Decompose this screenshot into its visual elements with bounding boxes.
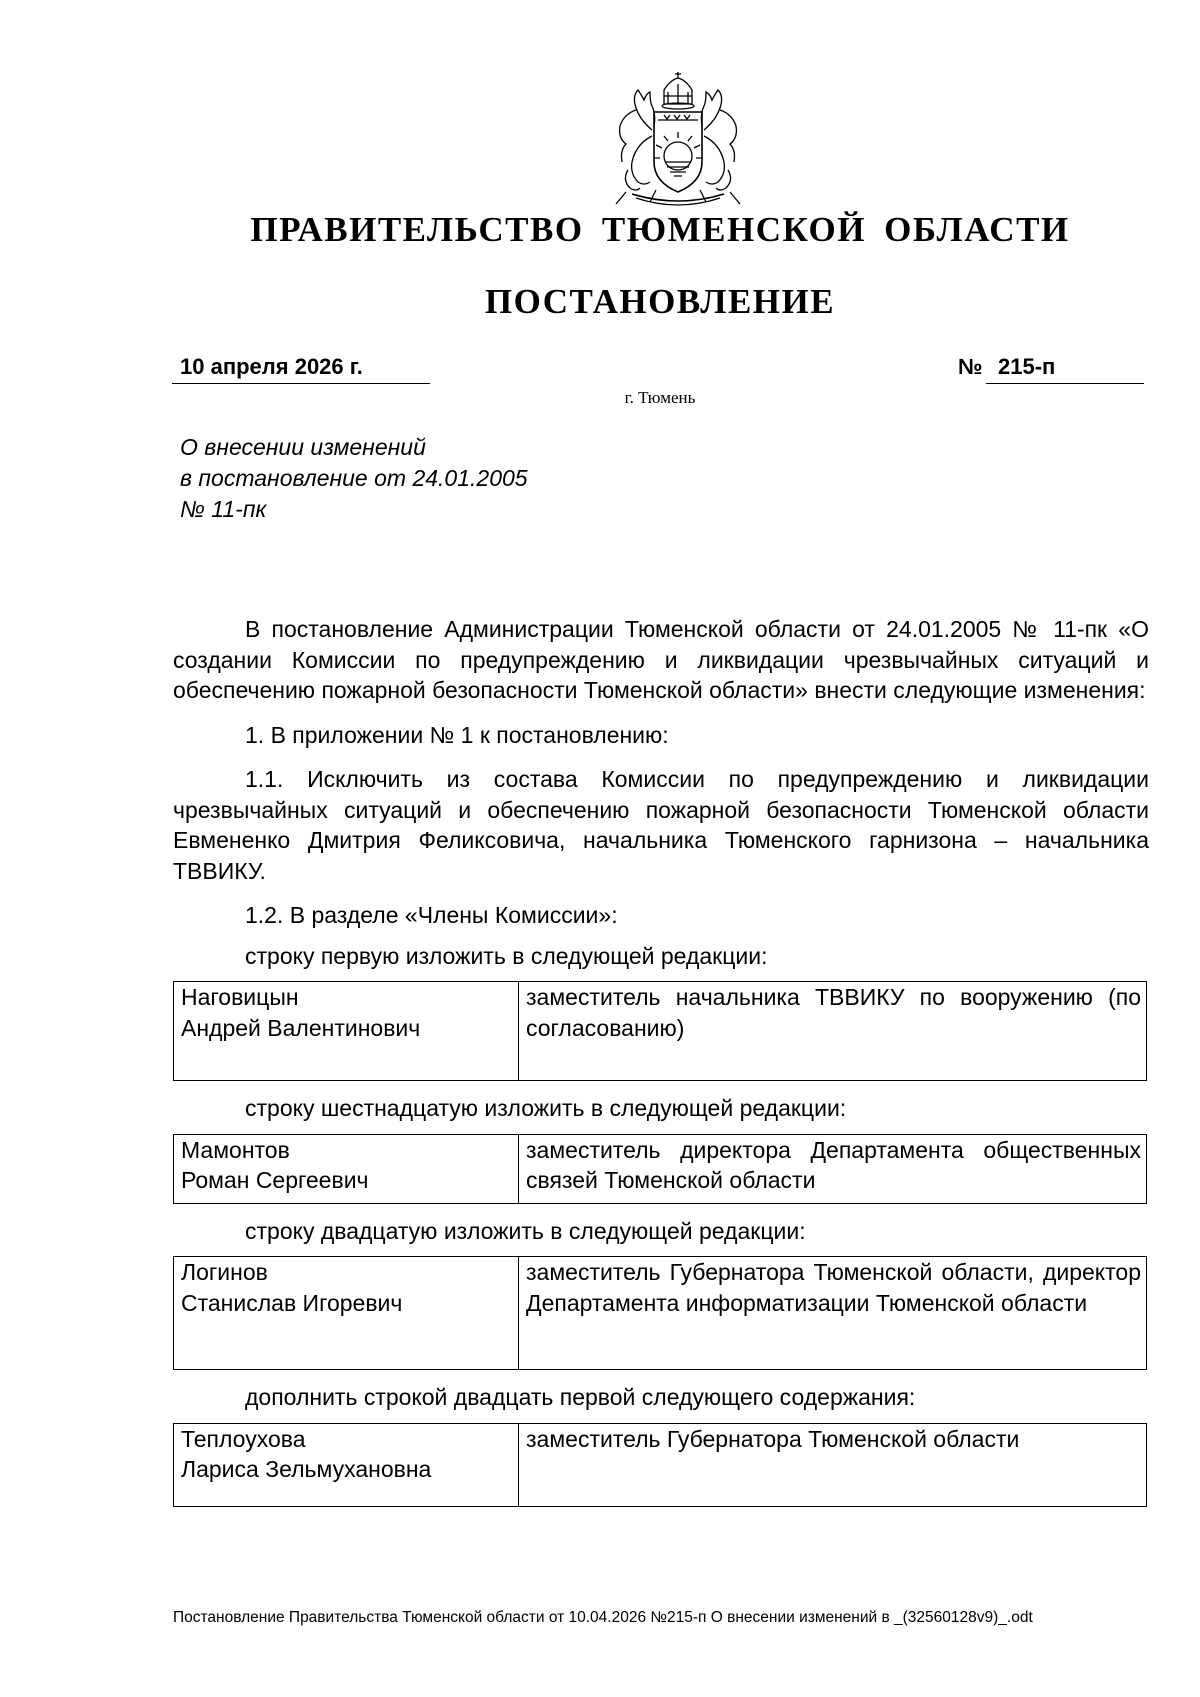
member-position: заместитель Губернатора Тюменской области — [519, 1423, 1147, 1506]
instruction-first-line: строку первую изложить в следующей редакции: — [245, 942, 768, 969]
member-surname: Наговицын — [181, 984, 299, 1010]
instruction-sixteenth-line: строку шестнадцатую изложить в следующей редакции: — [245, 1095, 847, 1121]
document-date: 10 апреля 2026 г. — [172, 354, 430, 384]
member-given-names: Станислав Игоревич — [181, 1289, 403, 1316]
member-surname: Мамонтов — [181, 1136, 290, 1163]
item-1-2: 1.2. В разделе «Члены Комиссии»: — [245, 902, 618, 928]
document-subject — [180, 432, 740, 525]
member-surname: Теплоухова — [181, 1425, 306, 1452]
members-table-row-1 — [173, 981, 1147, 1081]
table-row — [174, 1423, 1147, 1506]
members-table-row-20 — [173, 1256, 1147, 1370]
coat-of-arms-emblem — [606, 70, 750, 210]
member-position: заместитель начальника ТВВИКУ по вооружению (по согласованию) — [519, 982, 1147, 1081]
number-sign: № — [958, 354, 983, 379]
subject-line: № 11-пк — [180, 496, 267, 522]
member-position: заместитель директора Департамента общественных связей Тюменской области — [519, 1134, 1147, 1203]
intro-paragraph: В постановление Администрации Тюменской области от 24.01.2005 № 11-пк «О создании Комиссии по предупреждению и ликвидации чрезвычайных ситуаций и обеспечению пожарной безопасности Тюменской области» внести следующие изменения: — [173, 616, 1149, 703]
member-given-names: Лариса Зельмухановна — [181, 1456, 432, 1482]
document-type: ПОСТАНОВЛЕНИЕ — [484, 282, 836, 321]
document-number: 215-п — [986, 354, 1144, 384]
instruction-twentieth-line: строку двадцатую изложить в следующей редакции: — [245, 1217, 806, 1244]
page-footer: Постановление Правительства Тюменской области от 10.04.2026 №215-п О внесении изменений в _(32560128v9)_.odt — [173, 1609, 1033, 1626]
subject-line: О внесении изменений — [180, 434, 426, 460]
members-table-row-16 — [173, 1134, 1147, 1204]
member-name-cell — [174, 1257, 519, 1370]
member-given-names: Роман Сергеевич — [181, 1167, 369, 1193]
member-position: заместитель Губернатора Тюменской области, директор Департамента информатизации Тюменской области — [519, 1257, 1147, 1370]
table-row — [174, 1257, 1147, 1370]
member-name-cell — [174, 982, 519, 1081]
table-row — [174, 1134, 1147, 1203]
document-body — [173, 614, 1149, 1519]
document-city: г. Тюмень — [624, 388, 696, 407]
table-row — [174, 982, 1147, 1081]
item-1: 1. В приложении № 1 к постановлению: — [245, 721, 669, 748]
organization-title: ПРАВИТЕЛЬСТВО ТЮМЕНСКОЙ ОБЛАСТИ — [250, 210, 1070, 249]
member-given-names: Андрей Валентинович — [181, 1014, 421, 1041]
members-table-row-21 — [173, 1423, 1147, 1507]
member-surname: Логинов — [181, 1259, 268, 1285]
instruction-add-line: дополнить строкой двадцать первой следующего содержания: — [245, 1384, 916, 1410]
member-name-cell — [174, 1423, 519, 1506]
subject-line: в постановление от 24.01.2005 — [180, 465, 528, 491]
member-name-cell — [174, 1134, 519, 1203]
item-1-1: 1.1. Исключить из состава Комиссии по предупреждению и ликвидации чрезвычайных ситуаций и обеспечению пожарной безопасности Тюменской области Евмененко Дмитрия Феликсовича, начальника Тюменского гарнизона – начальника ТВВИКУ. — [173, 766, 1149, 884]
